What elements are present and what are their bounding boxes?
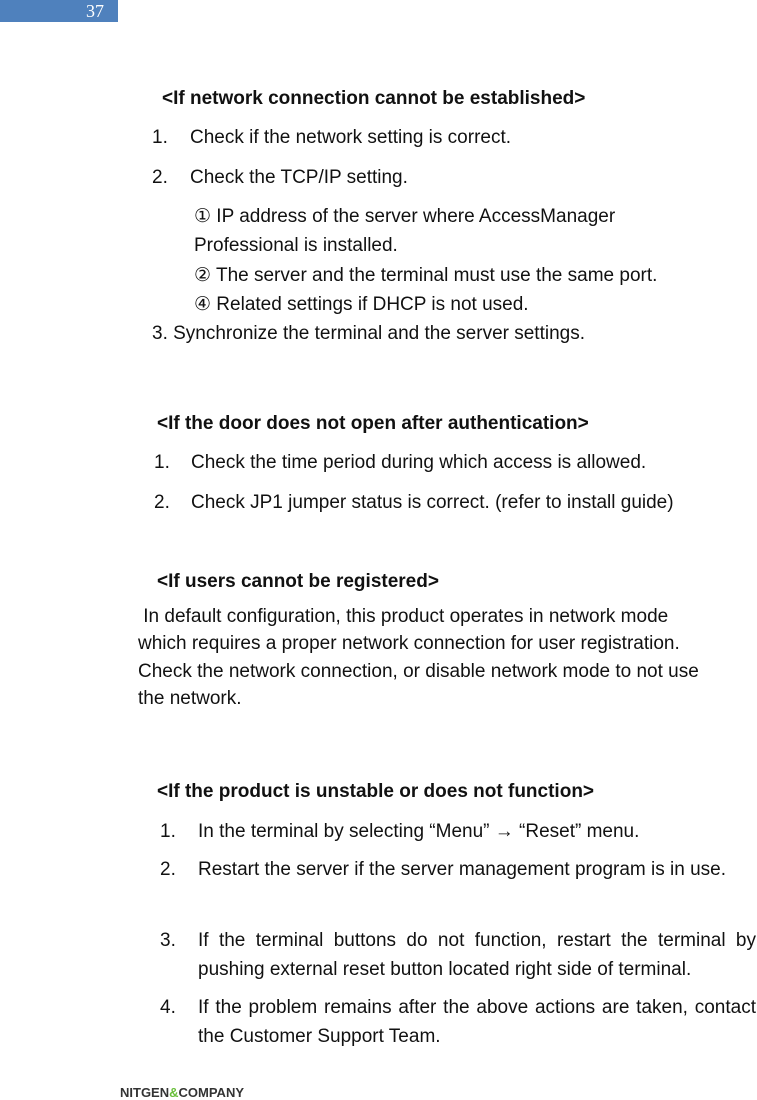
item-text: Restart the server if the server management program is in use. (198, 859, 727, 880)
section-heading-users: <If users cannot be registered> (157, 571, 439, 592)
item-text: Check if the network setting is correct. (190, 127, 512, 148)
paragraph-line: Check the network connection, or disable network mode to not use (138, 661, 699, 682)
sub-item: ② The server and the terminal must use the same port. (194, 265, 658, 286)
item-text: If the terminal buttons do not function, restart the terminal by pushing external reset button located right side of terminal. (198, 930, 756, 980)
item-number: 2. (154, 492, 170, 513)
section-heading-unstable: <If the product is unstable or does not function> (157, 781, 595, 802)
list-item: 3. Synchronize the terminal and the server settings. (152, 323, 586, 344)
paragraph-line: In default configuration, this product operates in network mode (138, 606, 669, 627)
item-text: In the terminal by selecting “Menu” → “Reset” menu. (198, 821, 640, 842)
logo-ampersand: & (169, 1085, 179, 1100)
item-number: 1. (152, 127, 168, 148)
item-text: Check JP1 jumper status is correct. (refer to install guide) (191, 492, 674, 513)
list-item (152, 167, 408, 189)
list-item (154, 492, 674, 514)
item-text: Check the time period during which access is allowed. (191, 452, 647, 473)
logo-right: COMPANY (178, 1085, 244, 1100)
item-number: 2. (160, 859, 176, 880)
paragraph-line: which requires a proper network connection for user registration. (138, 633, 680, 654)
item-number: 3. (160, 930, 176, 951)
item-text: Check the TCP/IP setting. (190, 167, 408, 188)
section-heading-network: <If network connection cannot be established> (162, 88, 586, 109)
item-number: 4. (160, 997, 176, 1018)
logo-left: NITGEN (120, 1085, 170, 1100)
item-number: 1. (160, 821, 176, 842)
section-heading-door: <If the door does not open after authentication> (157, 413, 589, 434)
list-item (152, 127, 511, 149)
item-number: 1. (154, 452, 170, 473)
page-number: 37 (0, 0, 118, 22)
sub-item: Professional is installed. (194, 235, 398, 256)
sub-item: ④ Related settings if DHCP is not used. (194, 294, 529, 315)
item-text: If the problem remains after the above actions are taken, contact the Customer Support Team. (198, 997, 756, 1047)
list-item (154, 452, 646, 474)
sub-item: ① IP address of the server where AccessManager (194, 206, 616, 227)
item-number: 2. (152, 167, 168, 188)
paragraph-line: the network. (138, 688, 242, 709)
company-logo (120, 1085, 244, 1100)
